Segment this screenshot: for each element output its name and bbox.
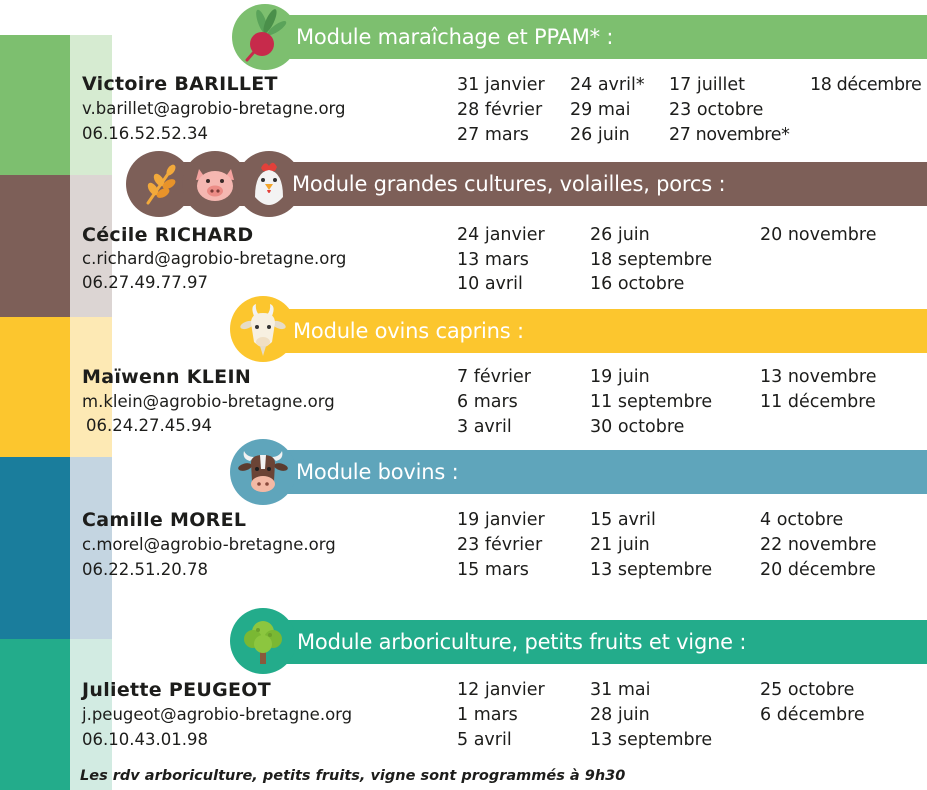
- contact-phone: 06.27.49.77.97: [82, 273, 208, 292]
- contact-email[interactable]: v.barillet@agrobio-bretagne.org: [82, 99, 346, 118]
- date: 12 janvier: [457, 680, 545, 700]
- contact-name: Juliette PEUGEOT: [82, 679, 271, 701]
- date: 15 avril: [590, 510, 656, 530]
- contact-name: Cécile RICHARD: [82, 224, 254, 246]
- beet-icon: [232, 4, 298, 70]
- date: 19 janvier: [457, 510, 545, 530]
- date: 18 septembre: [590, 250, 713, 270]
- date: 11 décembre: [760, 392, 876, 412]
- section-title-bovins: Module bovins :: [296, 460, 459, 484]
- goat-icon: [230, 296, 296, 362]
- date: 17 juillet: [669, 75, 745, 95]
- stripe-brown-light: [70, 175, 112, 317]
- contact-phone: 06.10.43.01.98: [82, 730, 208, 749]
- cow-icon: [230, 439, 296, 505]
- date: 7 février: [457, 367, 531, 387]
- date: 25 octobre: [760, 680, 855, 700]
- section-title-ovins-caprins: Module ovins caprins :: [293, 319, 524, 343]
- date: 4 octobre: [760, 510, 844, 530]
- stripe-brown: [0, 175, 70, 317]
- date: 1 mars: [457, 705, 518, 725]
- contact-phone: 06.24.27.45.94: [86, 416, 212, 435]
- stripe-teal: [0, 639, 70, 790]
- date: 20 novembre: [760, 225, 877, 245]
- date: 27 mars: [457, 125, 529, 145]
- date: 27 novembre*: [669, 125, 790, 145]
- date: 23 octobre: [669, 100, 764, 120]
- date: 16 octobre: [590, 274, 685, 294]
- contact-email[interactable]: j.peugeot@agrobio-bretagne.org: [82, 705, 353, 724]
- date: 26 juin: [590, 225, 650, 245]
- tree-icon: [230, 608, 296, 674]
- date: 24 avril*: [570, 75, 645, 95]
- date: 15 mars: [457, 560, 529, 580]
- stripe-blue: [0, 457, 70, 639]
- date: 11 septembre: [590, 392, 713, 412]
- date: 13 mars: [457, 250, 529, 270]
- contact-name: Camille MOREL: [82, 509, 247, 531]
- date: 3 avril: [457, 417, 512, 437]
- contact-phone: 06.16.52.52.34: [82, 124, 208, 143]
- date: 28 février: [457, 100, 543, 120]
- date: 31 mai: [590, 680, 651, 700]
- date: 24 janvier: [457, 225, 545, 245]
- contact-name: Victoire BARILLET: [82, 73, 278, 95]
- contact-phone: 06.22.51.20.78: [82, 560, 208, 579]
- contact-name: Maïwenn KLEIN: [82, 366, 252, 388]
- footnote: Les rdv arboriculture, petits fruits, vigne sont programmés à 9h30: [80, 768, 626, 784]
- date: 19 juin: [590, 367, 650, 387]
- date: 22 novembre: [760, 535, 877, 555]
- date: 20 décembre: [760, 560, 876, 580]
- date: 23 février: [457, 535, 543, 555]
- date: 18 décembre: [810, 75, 922, 95]
- stripe-green: [0, 35, 70, 175]
- date: 13 septembre: [590, 560, 713, 580]
- contact-email[interactable]: m.klein@agrobio-bretagne.org: [82, 392, 335, 411]
- stripe-yellow: [0, 317, 70, 457]
- date: 13 septembre: [590, 730, 713, 750]
- date: 5 avril: [457, 730, 512, 750]
- date: 13 novembre: [760, 367, 877, 387]
- section-title-grandes-cultures: Module grandes cultures, volailles, porcs :: [292, 172, 726, 196]
- date: 10 avril: [457, 274, 523, 294]
- date: 21 juin: [590, 535, 650, 555]
- date: 30 octobre: [590, 417, 685, 437]
- section-title-arboriculture: Module arboriculture, petits fruits et vigne :: [297, 630, 747, 654]
- date: 29 mai: [570, 100, 631, 120]
- date: 6 mars: [457, 392, 518, 412]
- date: 26 juin: [570, 125, 630, 145]
- section-title-maraichage: Module maraîchage et PPAM* :: [296, 25, 614, 49]
- date: 28 juin: [590, 705, 650, 725]
- contact-email[interactable]: c.richard@agrobio-bretagne.org: [82, 249, 347, 268]
- date: 31 janvier: [457, 75, 545, 95]
- date: 6 décembre: [760, 705, 865, 725]
- contact-email[interactable]: c.morel@agrobio-bretagne.org: [82, 535, 336, 554]
